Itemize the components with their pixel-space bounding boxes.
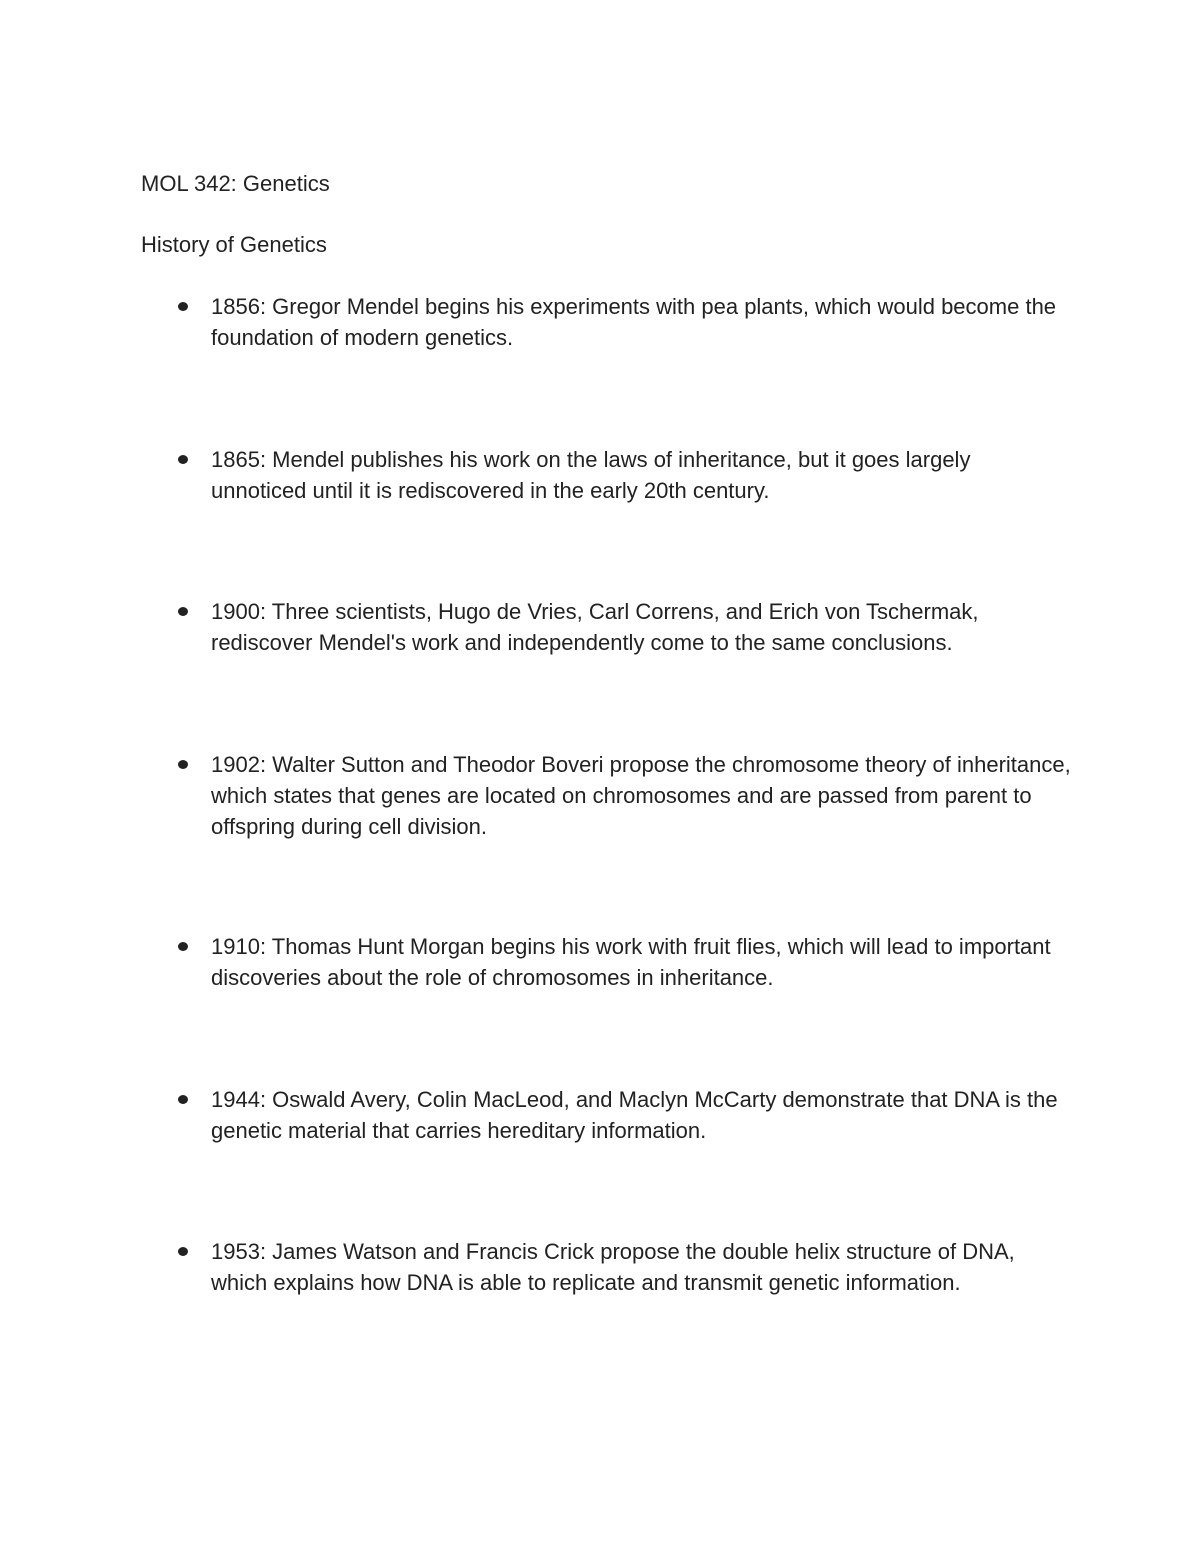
document-title: MOL 342: Genetics xyxy=(141,171,330,196)
timeline-item-text: 1953: James Watson and Francis Crick propose the double helix structure of DNA, which explains how DNA is able to replicate and transmit genetic information. xyxy=(211,1239,1015,1295)
bullet-icon xyxy=(178,942,188,951)
timeline-item-text: 1865: Mendel publishes his work on the laws of inheritance, but it goes largely unnoticed until it is rediscovered in the early 20th century. xyxy=(211,447,971,503)
bullet-icon xyxy=(178,302,188,311)
timeline-item-text: 1856: Gregor Mendel begins his experiments with pea plants, which would become the foundation of modern genetics. xyxy=(211,294,1057,350)
timeline-item-text: 1944: Oswald Avery, Colin MacLeod, and Maclyn McCarty demonstrate that DNA is the genetic material that carries hereditary information. xyxy=(211,1087,1058,1143)
bullet-icon xyxy=(178,607,188,616)
bullet-icon xyxy=(178,1095,188,1104)
bullet-icon xyxy=(178,760,188,769)
timeline-item-text: 1902: Walter Sutton and Theodor Boveri propose the chromosome theory of inheritance, which states that genes are located on chromosomes and are passed from parent to offspring during cell division. xyxy=(211,752,1071,839)
bullet-icon xyxy=(178,1247,188,1256)
section-heading: History of Genetics xyxy=(141,232,327,257)
timeline-item-text: 1900: Three scientists, Hugo de Vries, Carl Correns, and Erich von Tschermak, rediscover Mendel's work and independently come to the same conclusions. xyxy=(211,599,979,655)
timeline-item-text: 1910: Thomas Hunt Morgan begins his work with fruit flies, which will lead to important discoveries about the role of chromosomes in inheritance. xyxy=(211,934,1051,990)
bullet-icon xyxy=(178,455,188,464)
